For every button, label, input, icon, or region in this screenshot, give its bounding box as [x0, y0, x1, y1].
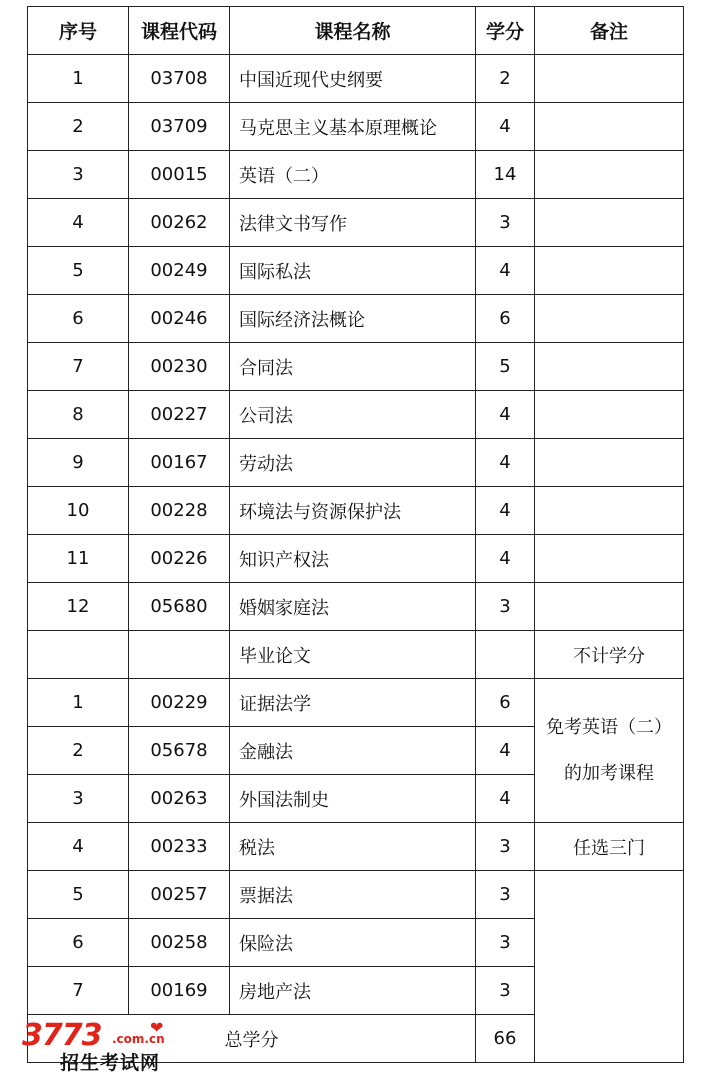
elective-seq: 6 [28, 919, 129, 967]
row-credit: 4 [476, 391, 535, 439]
table-row [28, 439, 684, 487]
elective-remark [535, 679, 684, 823]
elective-credit: 3 [476, 823, 535, 871]
total-label: 总学分 [28, 1015, 476, 1063]
row-seq: 5 [28, 247, 129, 295]
row-remark [535, 103, 684, 151]
elective-code: 00169 [129, 967, 230, 1015]
table-row [28, 103, 684, 151]
elective-seq: 7 [28, 967, 129, 1015]
elective-seq: 4 [28, 823, 129, 871]
table-row [28, 343, 684, 391]
row-seq: 6 [28, 295, 129, 343]
elective-code: 00263 [129, 775, 230, 823]
row-name: 公司法 [230, 391, 476, 439]
elective-seq: 5 [28, 871, 129, 919]
course-table [27, 6, 684, 1063]
row-credit: 6 [476, 295, 535, 343]
row-credit: 4 [476, 247, 535, 295]
row-credit: 5 [476, 343, 535, 391]
header-remark: 备注 [535, 7, 684, 55]
table-row [28, 391, 684, 439]
row-credit: 3 [476, 199, 535, 247]
elective-name: 票据法 [230, 871, 476, 919]
row-code: 00226 [129, 535, 230, 583]
row-credit: 4 [476, 487, 535, 535]
elective-credit: 3 [476, 919, 535, 967]
elective-code: 00257 [129, 871, 230, 919]
row-code: 00015 [129, 151, 230, 199]
row-code: 00262 [129, 199, 230, 247]
row-seq: 3 [28, 151, 129, 199]
elective-remark-line2: 的加考课程 [564, 762, 654, 784]
elective-row [28, 823, 684, 871]
row-credit: 14 [476, 151, 535, 199]
row-seq: 7 [28, 343, 129, 391]
row-remark [535, 295, 684, 343]
row-seq: 1 [28, 55, 129, 103]
row-seq: 10 [28, 487, 129, 535]
elective-name: 保险法 [230, 919, 476, 967]
row-code: 00227 [129, 391, 230, 439]
row-seq: 2 [28, 103, 129, 151]
elective-name: 证据法学 [230, 679, 476, 727]
row-remark [535, 391, 684, 439]
row-name: 英语（二） [230, 151, 476, 199]
row-code: 00230 [129, 343, 230, 391]
row-name: 马克思主义基本原理概论 [230, 103, 476, 151]
row-code: 00228 [129, 487, 230, 535]
elective-code: 00233 [129, 823, 230, 871]
thesis-name: 毕业论文 [230, 631, 476, 679]
row-remark [535, 343, 684, 391]
header-credit: 学分 [476, 7, 535, 55]
row-credit: 3 [476, 583, 535, 631]
row-credit: 4 [476, 439, 535, 487]
header-seq: 序号 [28, 7, 129, 55]
row-remark [535, 487, 684, 535]
table-row [28, 199, 684, 247]
table-row [28, 487, 684, 535]
row-credit: 4 [476, 103, 535, 151]
logo-domain: .com.cn [112, 1032, 165, 1046]
row-seq: 4 [28, 199, 129, 247]
row-remark [535, 199, 684, 247]
elective-credit: 4 [476, 727, 535, 775]
elective-seq: 3 [28, 775, 129, 823]
table-row [28, 247, 684, 295]
row-credit: 2 [476, 55, 535, 103]
row-code: 03709 [129, 103, 230, 151]
table-row [28, 583, 684, 631]
row-name: 环境法与资源保护法 [230, 487, 476, 535]
elective-row [28, 871, 684, 919]
row-name: 婚姻家庭法 [230, 583, 476, 631]
row-code: 03708 [129, 55, 230, 103]
thesis-remark: 不计学分 [535, 631, 684, 679]
row-credit: 4 [476, 535, 535, 583]
table-row [28, 151, 684, 199]
site-logo [22, 1018, 172, 1078]
header-row [28, 7, 684, 55]
logo-number: 3773 [22, 1018, 102, 1053]
elective-seq: 1 [28, 679, 129, 727]
elective-credit: 4 [476, 775, 535, 823]
elective-name: 房地产法 [230, 967, 476, 1015]
row-code: 00167 [129, 439, 230, 487]
thesis-seq [28, 631, 129, 679]
header-name: 课程名称 [230, 7, 476, 55]
row-remark [535, 247, 684, 295]
logo-subtitle: 招生考试网 [60, 1052, 161, 1074]
elective-name: 税法 [230, 823, 476, 871]
row-remark [535, 439, 684, 487]
row-remark [535, 151, 684, 199]
row-name: 合同法 [230, 343, 476, 391]
row-seq: 11 [28, 535, 129, 583]
row-name: 中国近现代史纲要 [230, 55, 476, 103]
row-remark [535, 583, 684, 631]
elective-remark-choose: 任选三门 [535, 823, 684, 871]
elective-code: 00229 [129, 679, 230, 727]
heart-icon: ❤ [150, 1018, 164, 1037]
elective-code: 00258 [129, 919, 230, 967]
row-name: 法律文书写作 [230, 199, 476, 247]
table-row [28, 295, 684, 343]
row-code: 00246 [129, 295, 230, 343]
elective-code: 05678 [129, 727, 230, 775]
elective-name: 外国法制史 [230, 775, 476, 823]
row-name: 劳动法 [230, 439, 476, 487]
header-code: 课程代码 [129, 7, 230, 55]
elective-remark-empty [535, 871, 684, 1063]
row-seq: 12 [28, 583, 129, 631]
elective-credit: 3 [476, 967, 535, 1015]
elective-credit: 3 [476, 871, 535, 919]
row-remark [535, 55, 684, 103]
total-value: 66 [476, 1015, 535, 1063]
elective-seq: 2 [28, 727, 129, 775]
row-name: 国际经济法概论 [230, 295, 476, 343]
row-seq: 8 [28, 391, 129, 439]
table-row [28, 535, 684, 583]
elective-row [28, 679, 684, 727]
elective-credit: 6 [476, 679, 535, 727]
row-code: 05680 [129, 583, 230, 631]
thesis-credit [476, 631, 535, 679]
thesis-code [129, 631, 230, 679]
row-remark [535, 535, 684, 583]
row-name: 知识产权法 [230, 535, 476, 583]
row-seq: 9 [28, 439, 129, 487]
row-name: 国际私法 [230, 247, 476, 295]
table-row [28, 55, 684, 103]
elective-name: 金融法 [230, 727, 476, 775]
elective-remark-line1: 免考英语（二） [546, 716, 672, 738]
thesis-row [28, 631, 684, 679]
row-code: 00249 [129, 247, 230, 295]
